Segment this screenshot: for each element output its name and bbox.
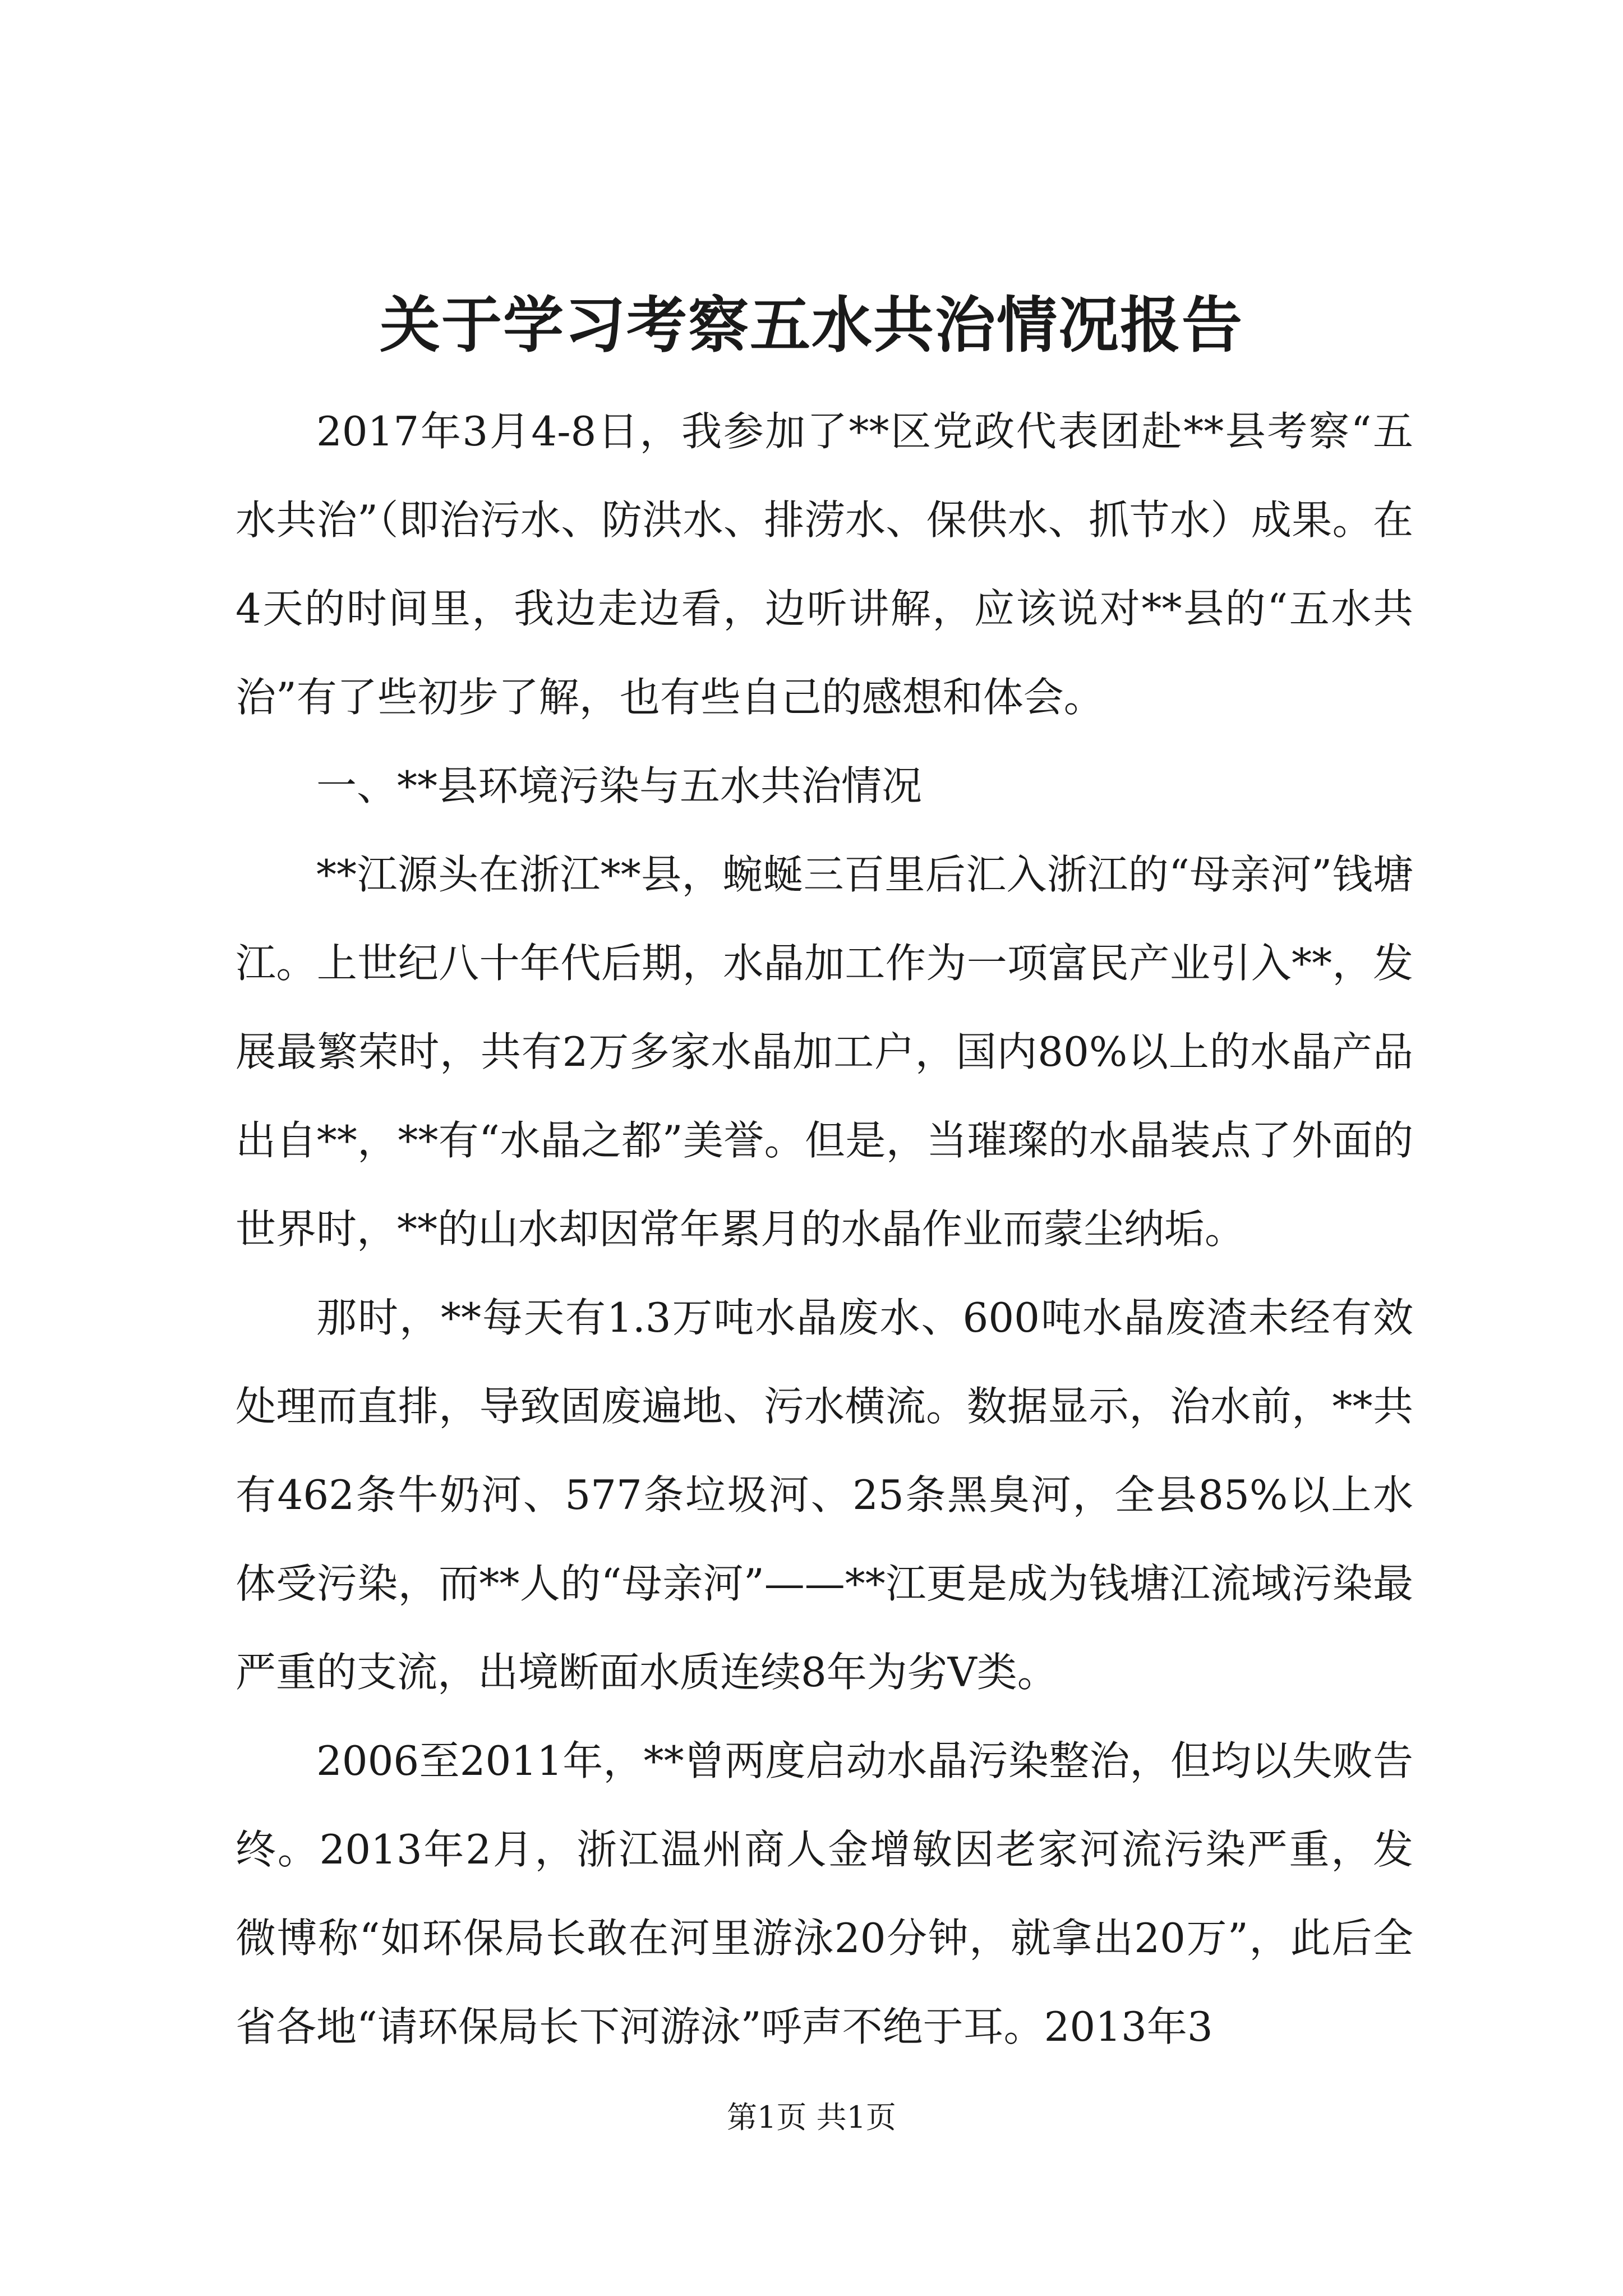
section-heading-1: 一、**县环境污染与五水共治情况 [316,762,923,809]
document-title: 关于学习考察五水共治情况报告 [379,290,1243,361]
paragraph-intro: 2017年3月4-8日，我参加了**区党政代表团赴**县考察“五水共治”（即治污水、防洪水、排涝水、保供水、抓节水）成果。在4天的时间里，我边走边看，边听讲解，应该说对**县的“五水共治”有了些初步了解，也有些自己的感想和体会。 [236,408,1413,721]
page-footer: 第1页 共1页 [727,2100,896,2135]
paragraph-background: **江源头在浙江**县，蜿蜒三百里后汇入浙江的“母亲河”钱塘江。上世纪八十年代后期，水晶加工作为一项富民产业引入**，发展最繁荣时，共有2万多家水晶加工户，国内80%以上的水晶产品出自**，**有“水晶之都”美誉。但是，当璀璨的水晶装点了外面的世界时，**的山水却因常年累月的水晶作业而蒙尘纳垢。 [236,851,1413,1253]
paragraph-history: 2006至2011年，**曾两度启动水晶污染整治，但均以失败告终。2013年2月，浙江温州商人金增敏因老家河流污染严重，发微博称“如环保局长敢在河里游泳20分钟，就拿出20万”，此后全省各地“请环保局长下河游泳”呼声不绝于耳。2013年3 [236,1737,1413,2050]
document-body [236,387,1413,2071]
paragraph-pollution-data: 那时，**每天有1.3万吨水晶废水、600吨水晶废渣未经有效处理而直排，导致固废遍地、污水横流。数据显示，治水前，**共有462条牛奶河、577条垃圾河、25条黑臭河，全县85%以上水体受污染，而**人的“母亲河”——**江更是成为钱塘江流域污染最严重的支流，出境断面水质连续8年为劣Ⅴ类。 [236,1294,1413,1696]
